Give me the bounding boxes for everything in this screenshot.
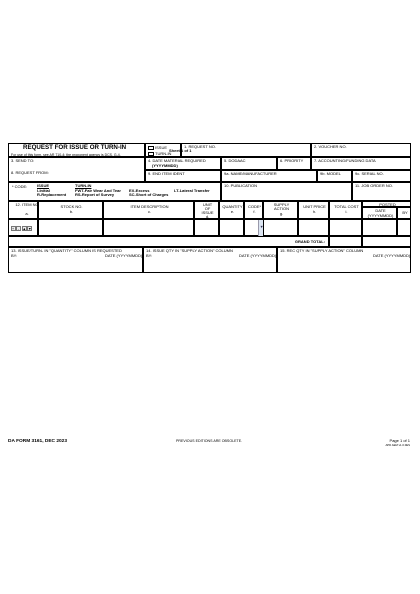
sig14-date-label: DATE (YYYYMMDD): [239, 252, 277, 258]
add-row-button[interactable]: +: [11, 227, 15, 231]
model-field[interactable]: [317, 170, 352, 182]
col-item-no-label: 12. ITEM NO: [15, 202, 39, 207]
sig-block-15[interactable]: [277, 247, 411, 273]
date-required-label: 4. DATE MATERIAL REQUIRED: [148, 158, 206, 163]
grand-total-blank: [362, 236, 411, 247]
turnin-label: TURN-IN: [155, 150, 172, 156]
col-unit-price-label: UNIT PRICE: [303, 204, 326, 209]
request-from-field[interactable]: [8, 170, 145, 182]
col-posted-date: [362, 207, 397, 219]
col-code: [244, 201, 263, 219]
sig13-by-label: BY:: [11, 252, 18, 258]
sig15-label: 15. REC QTY IN "SUPPLY ACTION" COLUMN: [280, 248, 364, 253]
request-no-field[interactable]: [181, 143, 311, 157]
code-legend: [8, 182, 221, 201]
issue-turnin-block: [145, 143, 192, 157]
col-unit-of-issue: [194, 201, 219, 219]
grand-total-value[interactable]: [329, 236, 362, 247]
col-stock-no: [38, 201, 103, 219]
col-posted-by-label: BY: [402, 210, 408, 215]
table-row-item-no[interactable]: [8, 219, 38, 236]
serial-label: 9c. SERIAL NO.: [355, 171, 384, 176]
dodaac-label: 5. DODAAC: [224, 158, 246, 163]
code-ex: EX-Excess: [129, 187, 150, 193]
table-row-supply-action[interactable]: [263, 219, 298, 236]
sig14-by-label: BY:: [146, 252, 153, 258]
issue-checkbox[interactable]: [148, 146, 154, 150]
sig-block-14[interactable]: [143, 247, 277, 273]
voucher-no-field[interactable]: [311, 143, 411, 157]
col-total-cost: [329, 201, 362, 219]
sig15-date-label: DATE (YYYYMMDD): [373, 252, 411, 258]
model-label: 9b. MODEL: [320, 171, 341, 176]
send-to-label: 3. SEND TO:: [11, 158, 35, 163]
col-total-cost-label: TOTAL COST: [334, 204, 359, 209]
col-unit-of-issue-letter: d.: [205, 213, 210, 219]
col-item-description-label: ITEM DESCRIPTION: [130, 204, 169, 209]
issue-label: ISSUE: [155, 144, 168, 150]
accounting-field[interactable]: [311, 157, 411, 170]
col-item-no-letter: a.: [25, 211, 29, 216]
table-row-item-description[interactable]: [103, 219, 194, 236]
col-supply-action-letter: g.: [279, 211, 284, 216]
table-row-unit-of-issue[interactable]: [194, 219, 219, 236]
editions-notice: PREVIOUS EDITIONS ARE OBSOLETE.: [176, 439, 243, 443]
code-label: * CODE:: [12, 184, 28, 189]
dodaac-field[interactable]: [221, 157, 277, 170]
col-quantity: [219, 201, 244, 219]
sig14-label: 14. ISSUE QTY IN "SUPPLY ACTION" COLUMN: [146, 248, 233, 253]
col-quantity-label: QUANTITY: [222, 204, 243, 209]
priority-field[interactable]: [277, 157, 311, 170]
name-mfr-field[interactable]: [221, 170, 317, 182]
col-unit-price-letter: h.: [312, 209, 317, 214]
table-row-code[interactable]: [244, 219, 263, 236]
serial-field[interactable]: [352, 170, 411, 182]
col-total-cost-letter: i.: [345, 209, 348, 214]
accounting-label: 7. ACCOUNTING/FUNDING DATA: [314, 158, 376, 163]
code-sc: SC-Short of Charges: [129, 192, 169, 197]
table-row-total-cost[interactable]: [329, 219, 362, 236]
date-required-format: (YYYYMMDD): [152, 163, 178, 168]
remove-row-button[interactable]: -: [17, 227, 20, 231]
col-unit-of-issue-label: UNIT OF ISSUE: [201, 201, 214, 215]
end-item-label: 9. END ITEM IDENT: [148, 171, 185, 176]
publication-field[interactable]: [221, 182, 352, 201]
priority-label: 6. PRIORITY: [280, 158, 304, 163]
form-version: APD AEM v1.0.0ES: [385, 443, 410, 447]
grand-total-label: GRAND TOTAL:: [294, 239, 325, 244]
name-mfr-label: 9a. NAME/MANUFACTURER: [224, 171, 277, 176]
code-rs: RS-Report of Survey: [75, 192, 115, 197]
col-code-letter: f.: [253, 209, 256, 214]
table-row-posted-date[interactable]: [362, 219, 397, 236]
col-posted-date-format: (YYYYMMDD): [367, 212, 394, 218]
col-posted-by: [397, 207, 411, 219]
table-row-posted-by[interactable]: [397, 219, 411, 236]
form-title: REQUEST FOR ISSUE OR TURN-IN: [23, 144, 127, 151]
turnin-checkbox[interactable]: [148, 152, 154, 156]
col-unit-price: [298, 201, 329, 219]
job-order-label: 11. JOB ORDER NO.: [355, 183, 393, 188]
chevron-down-icon: ▼: [259, 225, 264, 229]
col-stock-no-letter: b.: [69, 209, 74, 214]
col-posted-label: POSTED: [379, 201, 396, 207]
end-item-field[interactable]: [145, 170, 221, 182]
col-item-no: [8, 201, 38, 219]
code-fwt: FWT-Fair Wear And Tear: [75, 187, 121, 193]
request-no-label: 1. REQUEST NO.: [184, 144, 216, 149]
sig-block-13[interactable]: [8, 247, 143, 273]
job-order-field[interactable]: [352, 182, 411, 201]
da-form-3161: [8, 143, 411, 273]
col-code-label: CODE*: [247, 204, 262, 209]
table-row-unit-price[interactable]: [298, 219, 329, 236]
col-stock-no-label: STOCK NO.: [60, 204, 83, 209]
form-subtitle: For use of this form, see AR 710-4; the proponent agency is DCS, G-4.: [11, 153, 121, 157]
move-row-down-button[interactable]: ▼: [28, 227, 32, 231]
publication-label: 10. PUBLICATION: [224, 183, 258, 188]
grand-total-row: [8, 236, 329, 247]
code-issue-heading: ISSUE: [37, 183, 50, 188]
col-supply-action: [263, 201, 298, 219]
table-row-stock-no[interactable]: [38, 219, 103, 236]
sig13-label: 13. ISSUE/TURN- IN "QUANTITY" COLUMN IS REQUESTED: [11, 248, 122, 253]
move-row-up-button[interactable]: ▲: [22, 227, 27, 231]
col-item-description-letter: c.: [147, 209, 152, 214]
table-row-quantity[interactable]: [219, 219, 244, 236]
code-lt: LT-Lateral Transfer: [174, 187, 210, 193]
code-turnin-heading: TURN-IN: [75, 183, 92, 188]
request-from-label: 8. REQUEST FROM:: [11, 170, 49, 175]
date-required-field[interactable]: [145, 157, 221, 170]
col-item-description: [103, 201, 194, 219]
col-quantity-letter: e.: [230, 209, 235, 214]
page-number: Page 1 of 1: [389, 438, 410, 443]
form-id: DA FORM 3161, DEC 2023: [8, 439, 68, 444]
title-block: [8, 143, 145, 157]
col-posted-date-label: DATE: [375, 208, 386, 213]
voucher-no-label: 2. VOUCHER NO.: [314, 144, 347, 149]
sig13-date-label: DATE (YYYYMMDD): [105, 252, 143, 258]
col-supply-action-label: SUPPLY ACTION: [273, 202, 290, 212]
code-initial: I-Initial: [37, 187, 50, 193]
sheet-label: Sheet 1 of 1: [169, 148, 192, 153]
code-replacement: R-Replacement: [37, 192, 67, 197]
